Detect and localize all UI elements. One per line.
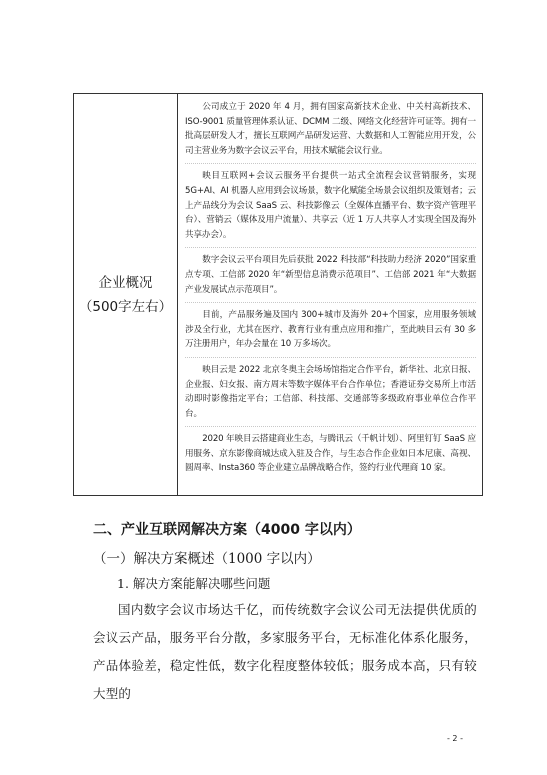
subsection-heading: （一）解决方案概述（1000 字以内）	[93, 551, 321, 567]
overview-paragraph: 数字会议云平台项目先后获批 2022 科技部“科技助力经济 2020”国家重点专项、工信部 2020 年“新型信息消费示范项目”、工信部 2021 年“大数据产业发展试点示范项目”。	[185, 253, 476, 303]
item-heading: 1. 解决方案能解决哪些问题	[117, 576, 271, 591]
overview-paragraph: 目前，产品服务遍及国内 300+城市及海外 20+个国家，应用服务领域涉及全行业，尤其在医疗、教育行业有重点应用和推广，至此映目云有 30 多万注册用户，年办会量在 10 万多场次。	[185, 308, 476, 358]
overview-paragraph: 2020 年映目云搭建商业生态，与腾讯云（千帆计划）、阿里钉钉 SaaS 应用服务、京东影像商城达成入驻及合作，与生态合作企业如日本尼康、高视、圆周率、Insta360 等企业建立品牌战略合作，签约行业代理商 10 家。	[185, 434, 476, 474]
section-heading: 二、产业互联网解决方案（4000 字以内）	[93, 522, 361, 538]
overview-paragraph: 公司成立于 2020 年 4 月，拥有国家高新技术企业、中关村高新技术、ISO-9001 质量管理体系认证、DCMM 二级、网络文化经营许可证等。拥有一批高层研发人才，擅长互联网产品研发运营、大数据和人工智能应用开发，公司主营业务为数字会议云平台，用技术赋能会议行业。	[185, 100, 476, 164]
overview-paragraph: 映目云是 2022 北京冬奥主会场场馆指定合作平台，新华社、北京日报、企业报、妇女报、南方周末等数字媒体平台合作单位；香港证券交易所上市活动即时影像指定平台；工信部、科技部、交通部等多级政府事业单位合作平台。	[185, 363, 476, 427]
overview-paragraph: 映目互联网+会议云服务平台提供一站式全流程会议营销服务，实现 5G+AI、AI 机器人应用到会议场景，数字化赋能全场景会议组织及策划者；云上产品线分为会议 SaaS 云、科技影像云（全媒体直播平台、数字资产管理平台）、营销云（媒体及用户流量）、共享云（近 1 万人共享人才实现全国及海外共享办会）。	[185, 169, 476, 248]
label-word-limit: （500字左右）	[78, 298, 173, 315]
body-paragraph: 国内数字会议市场达千亿，而传统数字会议公司无法提供优质的会议云产品，服务平台分散，多家服务平台，无标准化体系化服务，产品体验差，稳定性低，数字化程度整体较低；服务成本高，只有较大型的	[93, 602, 477, 701]
label-cell	[74, 94, 178, 495]
company-overview-table	[73, 93, 483, 496]
content-cell	[178, 94, 482, 495]
page-number: - 2 -	[447, 734, 463, 743]
label-title: 企业概况	[98, 274, 153, 291]
